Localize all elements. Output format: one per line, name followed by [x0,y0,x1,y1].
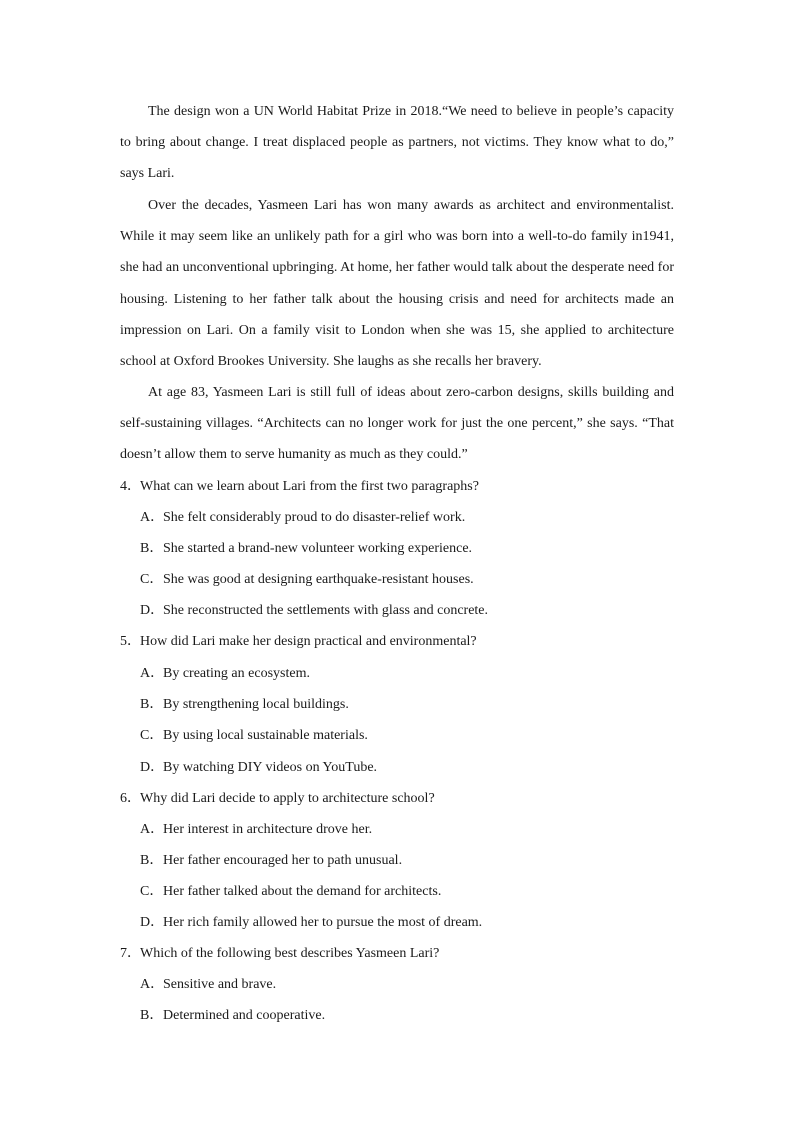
option-5c [140,726,680,746]
question-4 [120,477,680,497]
option-4a [140,508,680,528]
option-6d [140,913,680,933]
option-text: Sensitive and brave. [163,977,277,992]
option-letter: B． [140,853,164,868]
question-6 [120,789,680,809]
option-6a [140,820,680,840]
option-letter: D． [140,915,165,930]
option-letter: C． [140,728,164,743]
option-letter: B． [140,697,164,712]
option-text: She reconstructed the settlements with glass and concrete. [163,603,489,618]
option-letter: D． [140,760,165,775]
question-7 [120,944,680,964]
option-text: By watching DIY videos on YouTube. [163,760,378,775]
question-number: 4． [120,479,141,494]
option-letter: B． [140,1008,164,1023]
passage-paragraph-1: The design won a UN World Habitat Prize in 2018.“We need to believe in people’s capacity to bring about change. I treat displaced people as partners, not victims. They know what to do,” says Lari. [120,104,674,182]
option-text: Her father encouraged her to path unusual. [163,853,403,868]
option-letter: A． [140,666,165,681]
option-6c [140,882,680,902]
option-letter: C． [140,572,164,587]
option-5b [140,695,680,715]
option-letter: B． [140,541,164,556]
question-text: How did Lari make her design practical and environmental? [140,634,477,649]
option-text: By strengthening local buildings. [163,697,349,712]
option-text: She felt considerably proud to do disaster-relief work. [163,510,466,525]
question-text: Why did Lari decide to apply to architecture school? [140,791,435,806]
option-7a [140,975,680,995]
option-letter: D． [140,603,165,618]
question-5 [120,632,680,652]
option-letter: A． [140,822,165,837]
option-letter: A． [140,510,165,525]
question-number: 5． [120,634,141,649]
option-7b [140,1006,680,1026]
option-text: By creating an ecosystem. [163,666,310,681]
question-number: 7． [120,946,141,961]
passage-paragraph-2: Over the decades, Yasmeen Lari has won many awards as architect and environmentalist. While it may seem like an unlikely path for a girl who was born into a well-to-do family in1941, she had an unconventional upbringing. At home, her father would talk about the desperate need for housing. Listening to her father talk about the housing crisis and need for architects made an impression on Lari. On a family visit to London when she was 15, she applied to architecture school at Oxford Brookes University. She laughs as she recalls her bravery. [120,198,674,370]
option-text: Determined and cooperative. [163,1008,326,1023]
option-text: She started a brand-new volunteer working experience. [163,541,473,556]
option-5a [140,664,680,684]
option-text: Her rich family allowed her to pursue the most of dream. [163,915,483,930]
option-text: By using local sustainable materials. [163,728,368,743]
option-6b [140,851,680,871]
option-text: Her father talked about the demand for architects. [163,884,442,899]
option-text: She was good at designing earthquake-resistant houses. [163,572,474,587]
option-4c [140,570,680,590]
option-text: Her interest in architecture drove her. [163,822,373,837]
question-text: What can we learn about Lari from the first two paragraphs? [140,479,479,494]
option-5d [140,758,680,778]
question-text: Which of the following best describes Yasmeen Lari? [140,946,440,961]
option-4b [140,539,680,559]
question-number: 6． [120,791,141,806]
option-4d [140,601,680,621]
option-letter: C． [140,884,164,899]
passage-paragraph-3: At age 83, Yasmeen Lari is still full of ideas about zero-carbon designs, skills building and self-sustaining villages. “Architects can no longer work for just the one percent,” she says. “That doesn’t allow them to serve humanity as much as they could.” [120,385,674,463]
option-letter: A． [140,977,165,992]
